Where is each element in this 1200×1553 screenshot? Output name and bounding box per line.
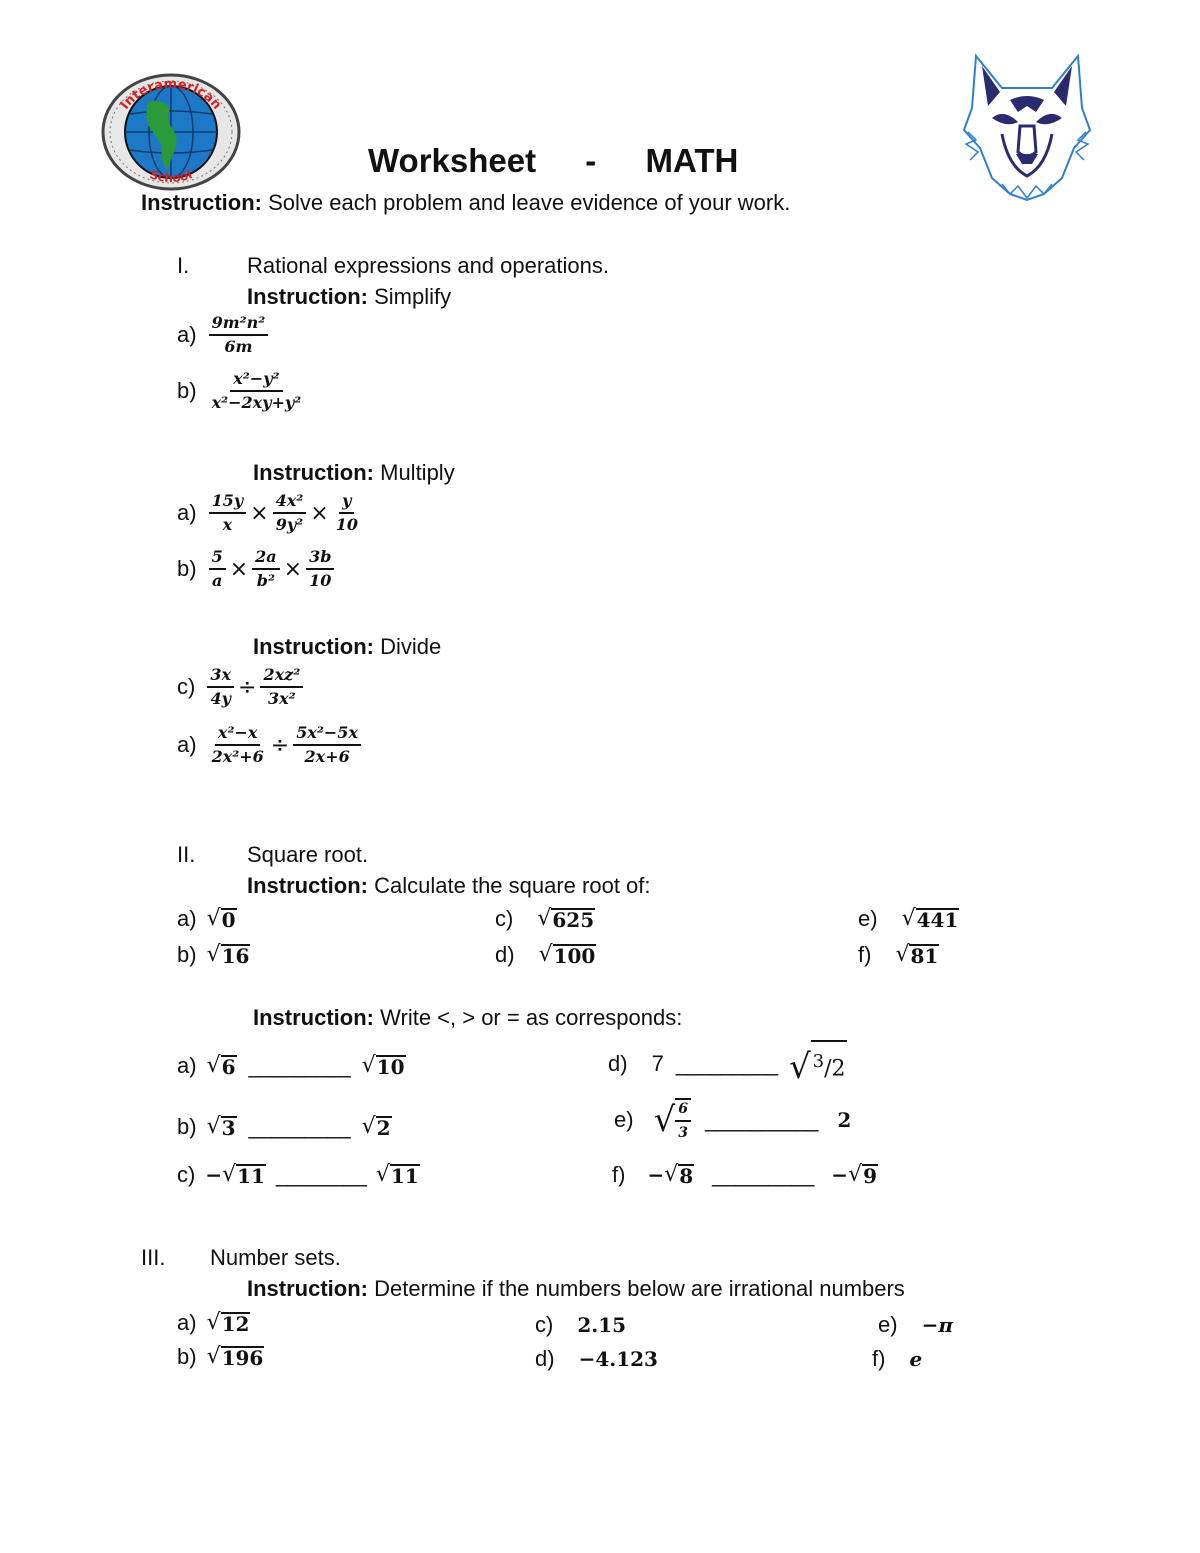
instruction-label: Instruction: xyxy=(141,190,262,215)
instruction-label: Instruction: xyxy=(253,634,374,659)
radicand: 12 xyxy=(221,1312,250,1336)
multiply-item-b xyxy=(177,548,336,590)
radical-sign: √ xyxy=(206,1310,221,1335)
square-root-left xyxy=(207,1055,237,1077)
answer-blank[interactable]: _________ xyxy=(248,1114,350,1139)
page-title xyxy=(368,142,738,180)
instruction-label: Instruction: xyxy=(253,460,374,485)
square-root xyxy=(539,944,597,966)
item-label: b) xyxy=(177,378,197,403)
number-value: e xyxy=(909,1347,923,1371)
item-label: c) xyxy=(535,1312,554,1337)
title-word-worksheet: Worksheet xyxy=(368,142,537,179)
numerator: x²−x xyxy=(215,724,261,746)
radicand: 11 xyxy=(237,1164,265,1188)
numerator: 5 xyxy=(209,548,226,570)
calc-instruction xyxy=(247,873,651,899)
compare-item-f xyxy=(612,1162,878,1188)
multiply-item-a xyxy=(177,492,363,534)
radical-sign: √ xyxy=(206,1344,221,1369)
radical-sign: √ xyxy=(895,942,910,967)
answer-blank[interactable]: _________ xyxy=(712,1162,814,1187)
compare-item-c xyxy=(177,1162,420,1188)
times-operator: × xyxy=(229,556,249,582)
instruction-label: Instruction: xyxy=(247,873,368,898)
square-root xyxy=(207,944,251,966)
denominator: 9y² xyxy=(275,515,304,534)
radical-sign: √ xyxy=(848,1162,863,1187)
root-item-c xyxy=(495,906,595,932)
section2-heading: Square root. xyxy=(247,842,369,867)
root-item-d xyxy=(495,942,596,968)
denominator: 3x² xyxy=(267,689,296,708)
fraction-2 xyxy=(293,724,361,766)
root-item-a xyxy=(177,906,237,932)
radical-sign: √ xyxy=(206,906,221,931)
fraction-1 xyxy=(209,724,267,766)
square-root xyxy=(537,908,595,930)
item-label: d) xyxy=(535,1346,555,1371)
square-root-right xyxy=(376,1164,420,1186)
numerator: 2a xyxy=(252,548,280,570)
simplify-item-a xyxy=(177,314,270,356)
irrational-text: Determine if the numbers below are irrational numbers xyxy=(374,1276,905,1301)
right-value: 2 xyxy=(837,1108,852,1132)
compare-item-e xyxy=(614,1098,851,1142)
square-root-left xyxy=(664,1164,694,1186)
numerator: x²−y² xyxy=(230,370,282,392)
radical-sign: √ xyxy=(653,1100,676,1140)
compare-item-a xyxy=(177,1053,406,1079)
simplify-item-b xyxy=(177,370,306,412)
root-fraction-left xyxy=(654,1098,691,1142)
logo-top-text: Interamerican xyxy=(117,76,225,113)
answer-blank[interactable]: __________ xyxy=(704,1107,818,1132)
fraction-1 xyxy=(209,492,247,534)
denominator: 10 xyxy=(335,515,358,534)
numerator: 3 xyxy=(812,1051,825,1072)
radical-sign: √ xyxy=(206,942,221,967)
number-value: −4.123 xyxy=(578,1347,658,1371)
radical-sign: √ xyxy=(222,1162,237,1187)
radical-sign: √ xyxy=(375,1162,390,1187)
fraction-2 xyxy=(252,548,280,590)
radicand: 196 xyxy=(221,1346,264,1370)
denominator: 2x+6 xyxy=(304,747,350,766)
numerator: 15y xyxy=(209,492,247,514)
radical-sign: √ xyxy=(664,1162,679,1187)
numerator: 4x² xyxy=(273,492,307,514)
divide-operator: ÷ xyxy=(270,732,290,758)
fraction-1 xyxy=(207,666,234,708)
radical-sign: √ xyxy=(361,1114,376,1139)
multiply-instruction xyxy=(253,460,455,486)
simplify-text: Simplify xyxy=(374,284,452,309)
section1-heading: Rational expressions and operations. xyxy=(247,253,610,278)
item-label: a) xyxy=(177,1310,197,1335)
root-item-b xyxy=(177,942,250,968)
root-fraction-right xyxy=(789,1040,848,1087)
main-instruction xyxy=(141,190,790,216)
item-label: a) xyxy=(177,906,197,931)
left-value: 7 xyxy=(651,1050,664,1076)
denominator: a xyxy=(211,571,223,590)
calc-text: Calculate the square root of: xyxy=(374,873,651,898)
fraction-1 xyxy=(209,548,226,590)
compare-instruction xyxy=(253,1005,682,1031)
item-label: c) xyxy=(495,906,514,931)
answer-blank[interactable]: _________ xyxy=(675,1050,777,1076)
divide-item-c xyxy=(177,666,305,708)
denominator: 2x²+6 xyxy=(211,747,264,766)
simplify-instruction xyxy=(247,284,451,310)
number-item-f xyxy=(872,1346,922,1372)
square-root-right xyxy=(362,1116,392,1138)
times-operator: × xyxy=(310,500,329,526)
square-root-left xyxy=(207,1116,237,1138)
radicand-fraction xyxy=(675,1098,691,1142)
radicand: 3 xyxy=(221,1116,236,1140)
radical-sign: √ xyxy=(206,1053,221,1078)
instruction-label: Instruction: xyxy=(247,284,368,309)
radicand: 625 xyxy=(552,908,595,932)
square-root xyxy=(207,908,237,930)
radicand: 11 xyxy=(390,1164,419,1188)
radicand: 441 xyxy=(916,908,959,932)
fraction-3 xyxy=(333,492,361,534)
item-label: a) xyxy=(177,1053,197,1078)
radical-sign: √ xyxy=(538,942,553,967)
radical-sign: √ xyxy=(537,906,552,931)
instruction-text: Solve each problem and leave evidence of your work. xyxy=(268,190,791,215)
section3-heading: Number sets. xyxy=(210,1245,341,1270)
number-item-d xyxy=(535,1346,658,1372)
divide-operator: ÷ xyxy=(238,674,257,700)
denominator: 6m xyxy=(224,337,253,356)
root-item-f xyxy=(858,942,939,968)
denominator: b² xyxy=(256,571,275,590)
item-label: a) xyxy=(177,322,197,347)
logo-bottom-text: School xyxy=(148,167,194,186)
minus-sign: − xyxy=(831,1163,849,1187)
section2-numeral: II. xyxy=(177,842,196,867)
denominator: x xyxy=(222,515,233,534)
numerator: 2xz² xyxy=(260,666,303,688)
radical-sign: √ xyxy=(788,1047,811,1088)
times-operator: × xyxy=(250,500,269,526)
item-label: f) xyxy=(872,1346,886,1371)
compare-item-b xyxy=(177,1114,392,1140)
number-item-e xyxy=(878,1312,953,1338)
instruction-label: Instruction: xyxy=(247,1276,368,1301)
divide-instruction xyxy=(253,634,441,660)
square-root-right xyxy=(362,1055,406,1077)
radicand: 100 xyxy=(553,944,596,968)
multiply-text: Multiply xyxy=(380,460,455,485)
item-label: e) xyxy=(614,1107,634,1132)
radicand: 0 xyxy=(221,908,236,932)
root-item-e xyxy=(858,906,959,932)
item-label: a) xyxy=(177,732,197,757)
item-label: b) xyxy=(177,942,197,967)
instruction-label: Instruction: xyxy=(253,1005,374,1030)
number-item-b xyxy=(177,1344,264,1370)
item-label: e) xyxy=(858,906,878,931)
title-word-math: MATH xyxy=(645,142,739,179)
radicand: 2 xyxy=(376,1116,391,1140)
numerator: 9m²n² xyxy=(209,314,269,336)
radical-sign: √ xyxy=(901,906,916,931)
square-root xyxy=(902,908,960,930)
radicand: 10 xyxy=(376,1055,405,1079)
minus-sign: − xyxy=(205,1163,223,1187)
irrational-instruction xyxy=(247,1276,905,1302)
compare-text: Write <, > or = as corresponds: xyxy=(380,1005,683,1030)
item-label: d) xyxy=(608,1050,628,1076)
denominator: 4y xyxy=(210,689,231,708)
item-label: e) xyxy=(878,1312,898,1337)
fraction-2 xyxy=(260,666,303,708)
number-value: 2.15 xyxy=(577,1313,627,1337)
radicand: 8 xyxy=(679,1164,694,1188)
fraction-3 xyxy=(306,548,334,590)
answer-blank[interactable]: _________ xyxy=(248,1053,350,1078)
square-root-right xyxy=(848,1164,878,1186)
radicand-fraction: $^3$/2 xyxy=(811,1040,848,1087)
square-root xyxy=(207,1346,265,1368)
item-label: b) xyxy=(177,1344,197,1369)
numerator: 5x²−5x xyxy=(293,724,361,746)
item-label: f) xyxy=(612,1162,626,1187)
radical-sign: √ xyxy=(206,1114,221,1139)
radicand: 81 xyxy=(910,944,939,968)
divide-item-a xyxy=(177,724,363,766)
school-logo xyxy=(100,72,242,192)
number-item-c xyxy=(535,1312,626,1338)
denominator: 3 xyxy=(678,1125,688,1141)
radical-sign: √ xyxy=(361,1053,376,1078)
number-item-a xyxy=(177,1310,250,1336)
section3-numeral: III. xyxy=(141,1245,166,1270)
denominator: 10 xyxy=(309,571,332,590)
item-label: b) xyxy=(177,556,197,581)
section1-numeral: I. xyxy=(177,253,190,278)
numerator: y xyxy=(339,492,354,514)
numerator: 3x xyxy=(207,666,234,688)
square-root xyxy=(207,1312,251,1334)
radicand: 16 xyxy=(221,944,250,968)
square-root xyxy=(895,944,939,966)
answer-blank[interactable]: ________ xyxy=(275,1162,366,1187)
fraction-2 xyxy=(273,492,307,534)
denominator: x²−2xy+y² xyxy=(211,393,302,412)
denominator: 2 xyxy=(831,1056,846,1082)
number-value: −π xyxy=(921,1313,953,1337)
item-label: f) xyxy=(858,942,872,967)
square-root-left xyxy=(222,1164,266,1186)
fraction xyxy=(209,370,305,412)
radicand: 6 xyxy=(221,1055,236,1079)
wolf-logo xyxy=(962,48,1092,203)
item-label: d) xyxy=(495,942,515,967)
title-dash: - xyxy=(585,142,597,179)
item-label: c) xyxy=(177,1162,196,1187)
divide-text: Divide xyxy=(380,634,442,659)
numerator: 3b xyxy=(306,548,334,570)
minus-sign: − xyxy=(647,1163,665,1187)
item-label: a) xyxy=(177,500,197,525)
item-label: c) xyxy=(177,674,196,699)
compare-item-d xyxy=(608,1040,847,1087)
radicand: 9 xyxy=(863,1164,878,1188)
times-operator: × xyxy=(283,556,303,582)
numerator: 6 xyxy=(675,1100,691,1122)
fraction xyxy=(209,314,269,356)
item-label: b) xyxy=(177,1114,197,1139)
